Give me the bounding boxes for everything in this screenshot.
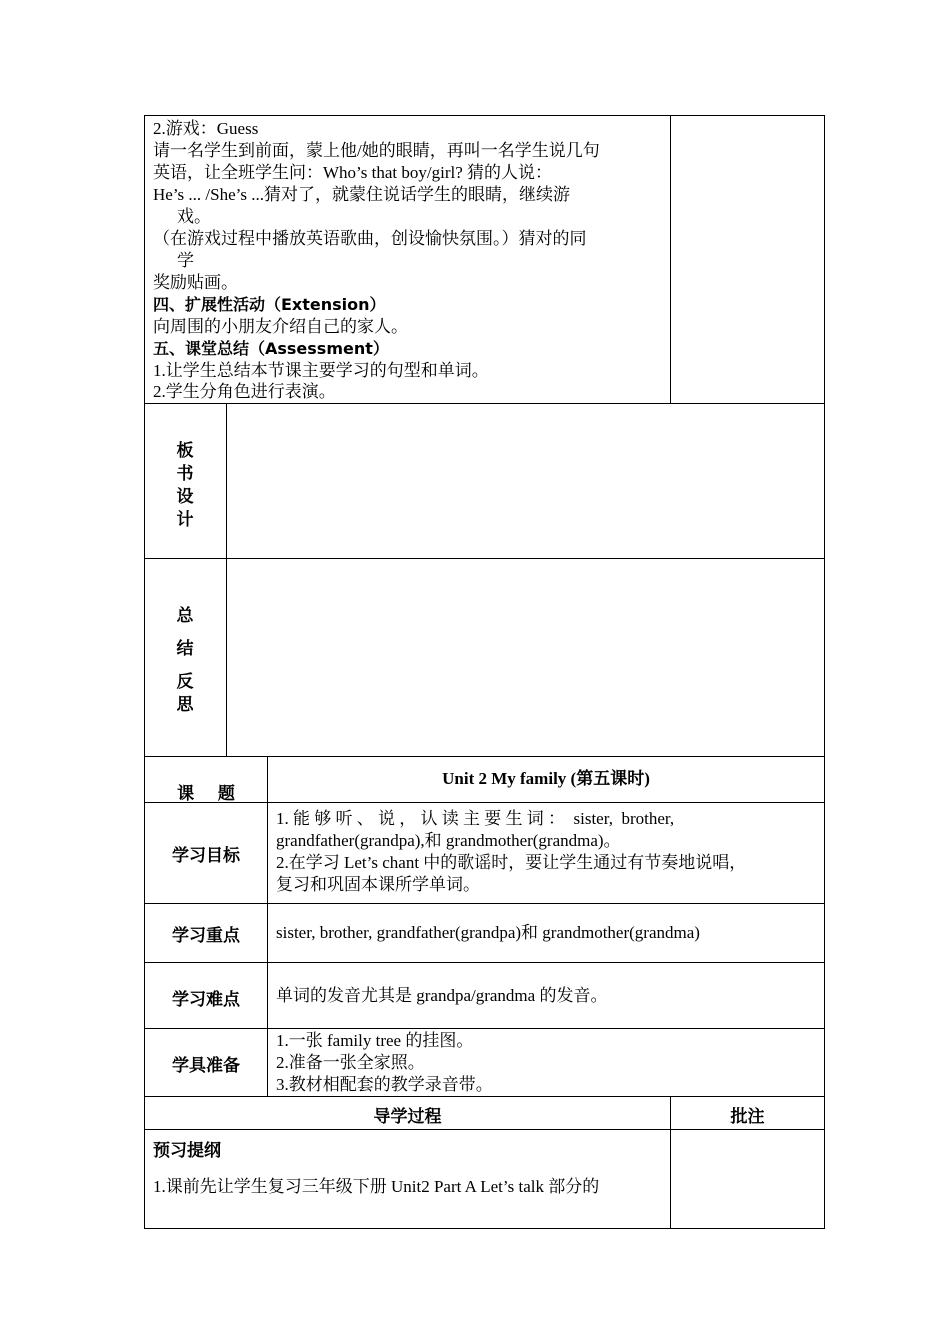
assessment-line-1: 1.让学生总结本节课主要学习的句型和单词。 — [153, 361, 489, 380]
topic-label: 课 题 — [177, 784, 235, 804]
difficulty-label: 学习难点 — [172, 990, 240, 1010]
top-line-1: 2.游戏：Guess — [153, 119, 259, 138]
goals-line-3: 2.在学习 Let’s chant 中的歌谣时，要让学生通过有节奏地说唱， — [276, 853, 747, 872]
reflection-content-cell — [226, 558, 825, 757]
process-header-left: 导学过程 — [373, 1107, 442, 1127]
goals-line-2: grandfather(grandpa),和 grandmother(grandma)。 — [276, 831, 621, 850]
reflection-char-3: 反 — [176, 672, 194, 692]
process-header-right: 批注 — [730, 1107, 765, 1127]
top-line-2: 请一名学生到前面，蒙上他/她的眼睛，再叫一名学生说几句 — [153, 141, 600, 160]
board-design-char-4: 计 — [176, 510, 194, 530]
tools-line-3: 3.教材相配套的教学录音带。 — [276, 1075, 493, 1094]
goals-line-4: 复习和巩固本课所学单词。 — [276, 875, 480, 894]
board-design-content-cell — [226, 403, 825, 559]
assessment-line-2: 2.学生分角色进行表演。 — [153, 382, 336, 401]
goals-line-1: 1. 能 够 听 、 说 ， 认 读 主 要 生 词 ： sister, brother, — [276, 809, 675, 828]
reflection-char-4: 思 — [176, 695, 194, 715]
board-design-char-2: 书 — [176, 464, 194, 484]
key-label: 学习重点 — [172, 926, 240, 946]
extension-heading: 四、扩展性活动（Extension） — [153, 295, 386, 314]
assessment-heading: 五、课堂总结（Assessment） — [153, 339, 389, 358]
reflection-char-1: 总 — [176, 606, 194, 626]
goals-label: 学习目标 — [172, 846, 240, 866]
difficulty-value: 单词的发音尤其是 grandpa/grandma 的发音。 — [276, 986, 608, 1005]
process-notes-cell — [670, 1129, 825, 1229]
preview-line: 1.课前先让学生复习三年级下册 Unit2 Part A Let’s talk 部分的 — [153, 1177, 600, 1196]
tools-line-1: 1.一张 family tree 的挂图。 — [276, 1031, 474, 1050]
board-design-char-3: 设 — [176, 487, 194, 507]
key-value: sister, brother, grandfather(grandpa)和 grandmother(grandma) — [276, 923, 700, 942]
reflection-char-2: 结 — [176, 639, 194, 659]
top-line-6: （在游戏过程中播放英语歌曲，创设愉快氛围。）猜对的同 — [153, 229, 587, 248]
top-line-7: 学 — [177, 251, 194, 270]
top-notes-cell — [670, 115, 825, 404]
tools-line-2: 2.准备一张全家照。 — [276, 1053, 425, 1072]
tools-label: 学具准备 — [172, 1056, 240, 1076]
top-line-8: 奖励贴画。 — [153, 273, 238, 292]
top-line-4: He’s ... /She’s ...猜对了，就蒙住说话学生的眼睛，继续游 — [153, 185, 570, 204]
preview-heading: 预习提纲 — [153, 1141, 221, 1161]
top-line-5: 戏。 — [177, 207, 211, 226]
board-design-char-1: 板 — [176, 441, 194, 461]
extension-text: 向周围的小朋友介绍自己的家人。 — [153, 317, 408, 336]
top-line-3: 英语，让全班学生问：Who’s that boy/girl? 猜的人说： — [153, 163, 553, 182]
topic-value: Unit 2 My family (第五课时) — [442, 769, 650, 788]
